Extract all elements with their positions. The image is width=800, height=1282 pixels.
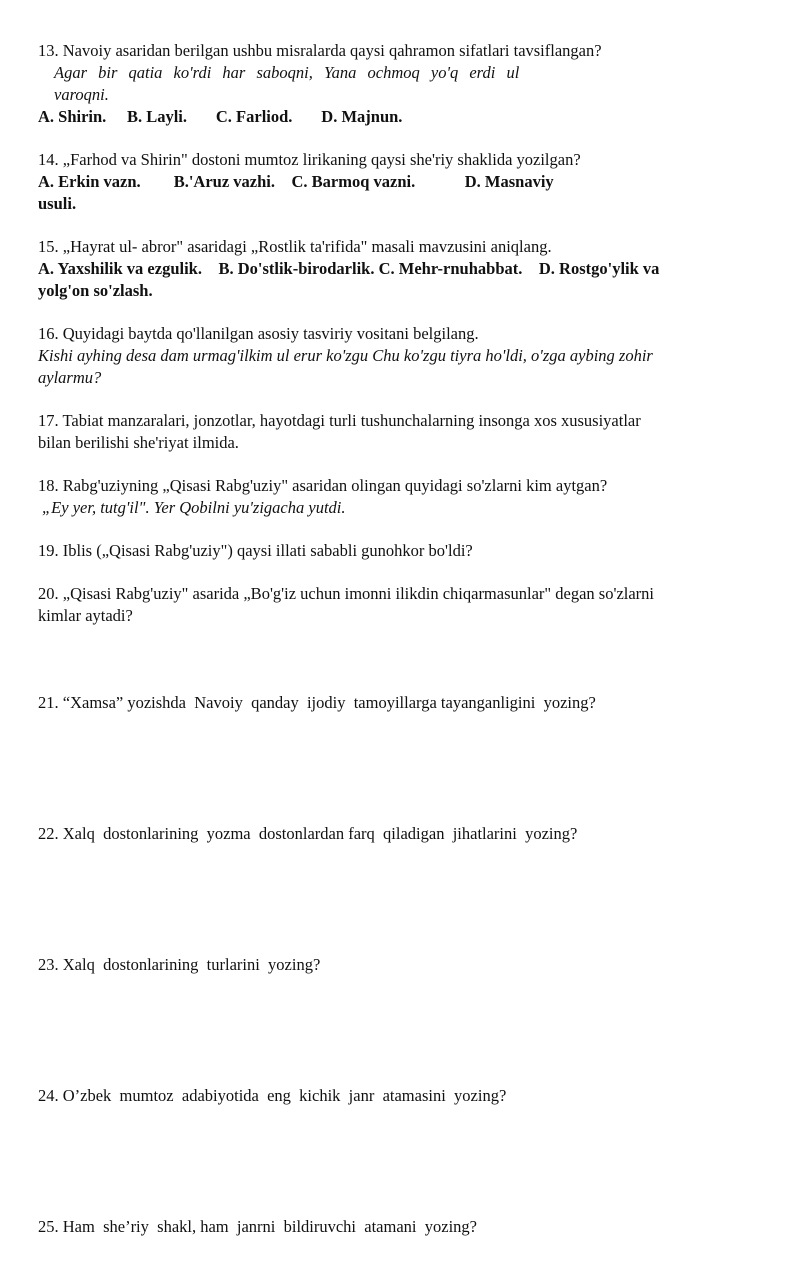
verse-line: Agar bir qatia ko'rdi har saboqni, Yana ochmoq yo'q erdi ul [54,63,520,82]
question-25 [38,1172,754,1282]
question-text: 16. Quyidagi baytda qo'llanilgan asosiy tasviriy vositani belgilang. [38,324,479,343]
answer-options [38,106,754,128]
question-text: 18. Rabg'uziyning „Qisasi Rabg'uziy" asaridan olingan quyidagi so'zlarni kim aytgan? [38,476,608,495]
question-15 [38,236,754,302]
question-20 [38,583,754,627]
question-22 [38,779,754,889]
answer-b: B. Layli. [126,107,187,126]
answer-a: A. Shirin. [38,107,107,126]
verse-line: Kishi ayhing desa dam urmag'ilkim ul erur ko'zgu Chu ko'zgu tiyra ho'ldi, o'zga aybing zohir [38,346,653,365]
question-text: 24. O’zbek mumtoz adabiyotida eng kichik janr atamasini yozing? [38,1086,507,1105]
answer-options: A. Yaxshilik va ezgulik. B. Do'stlik-birodarlik. C. Mehr-rnuhabbat. D. Rostgo'ylik va [38,259,660,278]
question-text: 25. Ham she’riy shakl, ham janrni bildiruvchi atamani yozing? [38,1217,477,1236]
question-text: 22. Xalq dostonlarining yozma dostonlardan farq qiladigan jihatlarini yozing? [38,824,578,843]
answer-a: A. Erkin vazn. [38,172,141,191]
question-21 [38,648,754,758]
question-text: 17. Tabiat manzaralari, jonzotlar, hayotdagi turli tushunchalarning insonga xos xususiyatlar [38,411,641,430]
question-text-continued: kimlar aytadi? [38,606,133,625]
question-text-continued: bilan berilishi she'riyat ilmida. [38,433,239,452]
verse-line: aylarmu? [38,368,102,387]
question-16 [38,323,754,389]
question-text: 15. „Hayrat ul- abror" asaridagi „Rostlik ta'rifida" masali mavzusini aniqlang. [38,237,552,256]
question-14 [38,149,754,215]
question-24 [38,1041,754,1151]
question-19 [38,540,754,562]
question-13 [38,40,754,128]
question-23 [38,910,754,1020]
answer-options-continued: yolg'on so'zlash. [38,281,153,300]
question-text: 14. „Farhod va Shirin" dostoni mumtoz lirikaning qaysi she'riy shaklida yozilgan? [38,150,581,169]
answer-b: B.'Aruz vazhi. [173,172,275,191]
question-text: 20. „Qisasi Rabg'uziy" asarida „Bo'g'iz uchun imonni ilikdin chiqarmasunlar" degan so'zlarni [38,584,655,603]
question-text: 23. Xalq dostonlarining turlarini yozing? [38,955,321,974]
verse-line: varoqni. [54,85,109,104]
document-page [38,40,754,1282]
answer-d: D. Masnaviy [464,172,554,191]
question-18 [38,475,754,519]
quote-line: „Ey yer, tutg'il". Yer Qobilni yu'zigacha yutdi. [42,498,346,517]
answer-d: D. Majnun. [321,107,403,126]
question-text: 13. Navoiy asaridan berilgan ushbu misralarda qaysi qahramon sifatlari tavsiflangan? [38,41,602,60]
answer-options-continued: usuli. [38,194,77,213]
answer-c: C. Farliod. [215,107,293,126]
question-17 [38,410,754,454]
answer-options [38,171,754,193]
answer-c: C. Barmoq vazni. [291,172,416,191]
question-text: 21. “Xamsa” yozishda Navoiy qanday ijodiy tamoyillarga tayanganligini yozing? [38,693,596,712]
question-text: 19. Iblis („Qisasi Rabg'uziy") qaysi illati sababli gunohkor bo'ldi? [38,541,473,560]
